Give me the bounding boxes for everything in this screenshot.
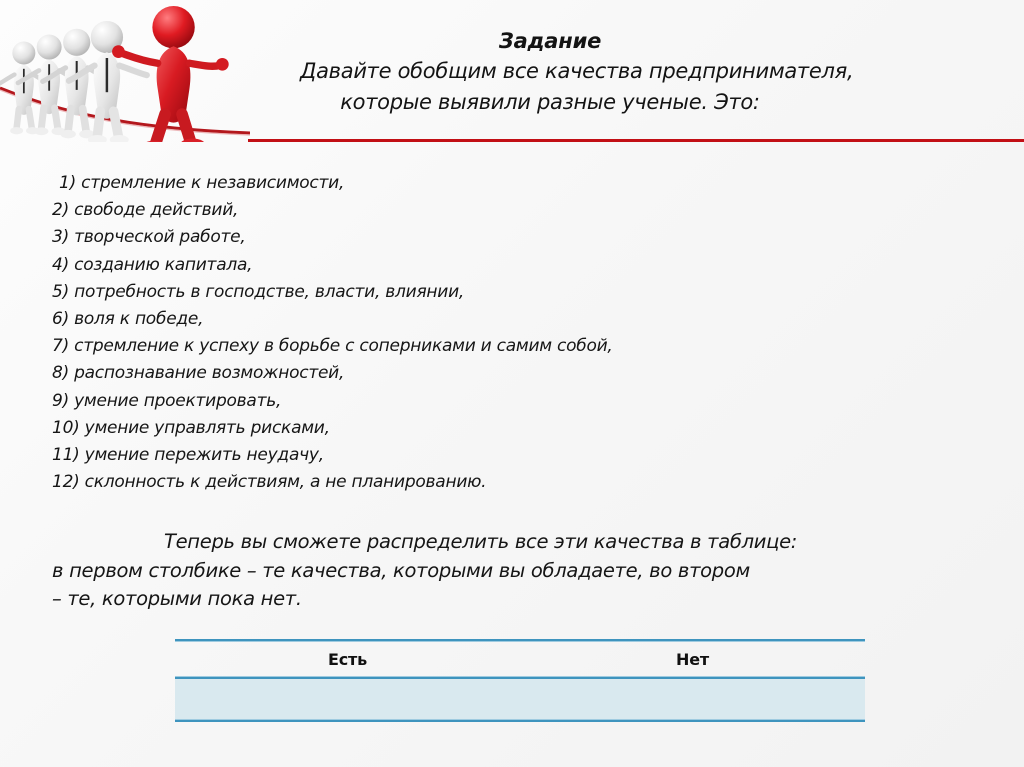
list-item: 6) воля к победе,	[52, 309, 204, 330]
instruction-line-1: Теперь вы сможете распределить все эти качества в таблице:	[164, 530, 798, 553]
title-subtitle-line-1: Давайте обобщим все качества предпринимателя,	[300, 59, 854, 83]
instruction-paragraph	[52, 528, 982, 614]
list-item: 2) свободе действий,	[52, 200, 239, 221]
title-heading: Задание	[498, 29, 602, 53]
table-row[interactable]	[175, 679, 865, 720]
header-divider	[248, 139, 1024, 142]
instruction-line-2: в первом столбике – те качества, которыми вы обладаете, во втором	[52, 558, 750, 582]
answer-table[interactable]	[175, 639, 865, 722]
list-item: 9) умение проектировать,	[52, 390, 282, 411]
qualities-list	[52, 170, 852, 496]
title-subtitle-line-2: которые выявили разные ученые. Это:	[340, 90, 760, 114]
table-cell-no[interactable]	[520, 679, 865, 720]
page-title	[300, 26, 854, 118]
list-item: 1) стремление к независимости,	[59, 173, 345, 193]
list-item: 4) созданию капитала,	[52, 254, 253, 275]
list-item: 11) умение пережить неудачу,	[52, 445, 324, 466]
list-item: 12) склонность к действиям, а не планированию.	[52, 472, 487, 493]
list-item: 10) умение управлять рисками,	[52, 417, 330, 438]
list-item: 7) стремление к успеху в борьбе с соперниками и самим собой,	[52, 336, 613, 357]
leader-and-followers-illustration	[0, 0, 250, 142]
table-column-header-no: Нет	[676, 649, 709, 669]
list-item: 8) распознавание возможностей,	[52, 363, 345, 384]
list-item: 5) потребность в господстве, власти, влиянии,	[52, 281, 465, 302]
table-header-row	[175, 641, 865, 677]
table-bottom-rule	[175, 720, 865, 722]
table-cell-yes[interactable]	[175, 679, 520, 720]
table-column-header-yes: Есть	[327, 649, 367, 669]
instruction-line-3: – те, которыми пока нет.	[52, 587, 302, 610]
list-item: 3) творческой работе,	[52, 227, 246, 248]
